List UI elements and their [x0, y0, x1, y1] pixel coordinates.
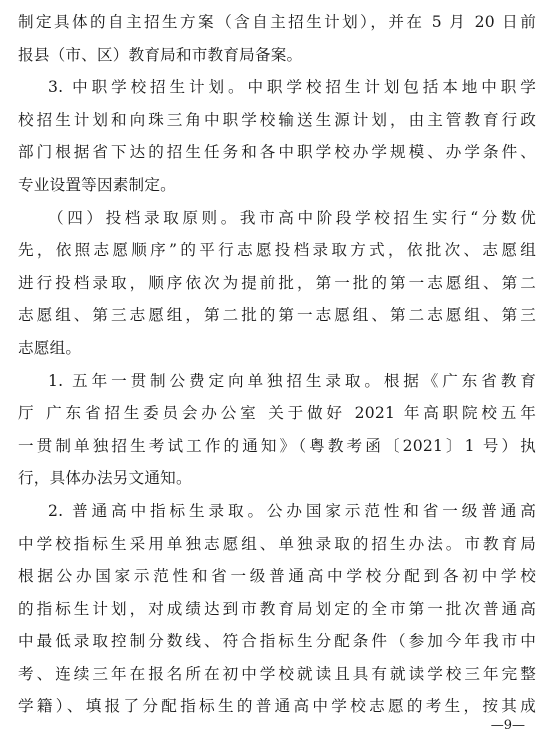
text-line: 的指标生计划，对成绩达到市教育局划定的全市第一批次普通高: [18, 599, 536, 618]
text-line: 根据公办国家示范性和省一级普通高中学校分配到各初中学校: [18, 567, 536, 586]
text-line: 考、连续三年在报名所在初中学校就读且具有就读学校三年完整: [18, 664, 536, 683]
text-line: 3. 中职学校招生计划。中职学校招生计划包括本地中职学: [48, 78, 536, 97]
text-line: 中学校指标生采用单独志愿组、单独录取的招生办法。市教育局: [18, 534, 536, 553]
text-line: 先，依照志愿顺序”的平行志愿投档录取方式，依批次、志愿组: [18, 241, 536, 260]
text-line: 学籍）、填报了分配指标生的普通高中学校志愿的考生，按其成: [18, 697, 536, 716]
text-line: 志愿组、第三志愿组，第二批的第一志愿组、第二志愿组、第三: [18, 306, 536, 325]
text-line: 报县（市、区）教育局和市教育局备案。: [18, 45, 303, 64]
text-line: 制定具体的自主招生方案（含自主招生计划），并在 5 月 20 日前: [18, 13, 536, 31]
text-line: 一贯制单独招生考试工作的通知》（粤教考函〔2021〕1 号）执: [18, 436, 536, 455]
text-line: 进行投档录取，顺序依次为提前批，第一批的第一志愿组、第二: [18, 273, 536, 292]
text-line: 志愿组。: [18, 338, 82, 357]
document-body: [18, 6, 536, 723]
text-line: 中最低录取控制分数线、符合指标生分配条件（参加今年我市中: [18, 632, 536, 651]
text-line: 1. 五年一贯制公费定向单独招生录取。根据《广东省教育: [48, 371, 536, 390]
text-line: 厅 广东省招生委员会办公室 关于做好 2021 年高职院校五年: [18, 404, 536, 423]
text-line: 2. 普通高中指标生录取。公办国家示范性和省一级普通高: [48, 501, 536, 520]
text-line: 校招生计划和向珠三角中职学校输送生源计划，由主管教育行政: [18, 110, 536, 129]
text-line: 部门根据省下达的招生任务和各中职学校办学规模、办学条件、: [18, 143, 536, 162]
text-line: （四）投档录取原则。我市高中阶段学校招生实行“分数优: [48, 208, 536, 227]
page-number: —9—: [490, 718, 525, 733]
text-line: 行，具体办法另文通知。: [18, 469, 192, 488]
text-line: 专业设置等因素制定。: [18, 175, 176, 194]
